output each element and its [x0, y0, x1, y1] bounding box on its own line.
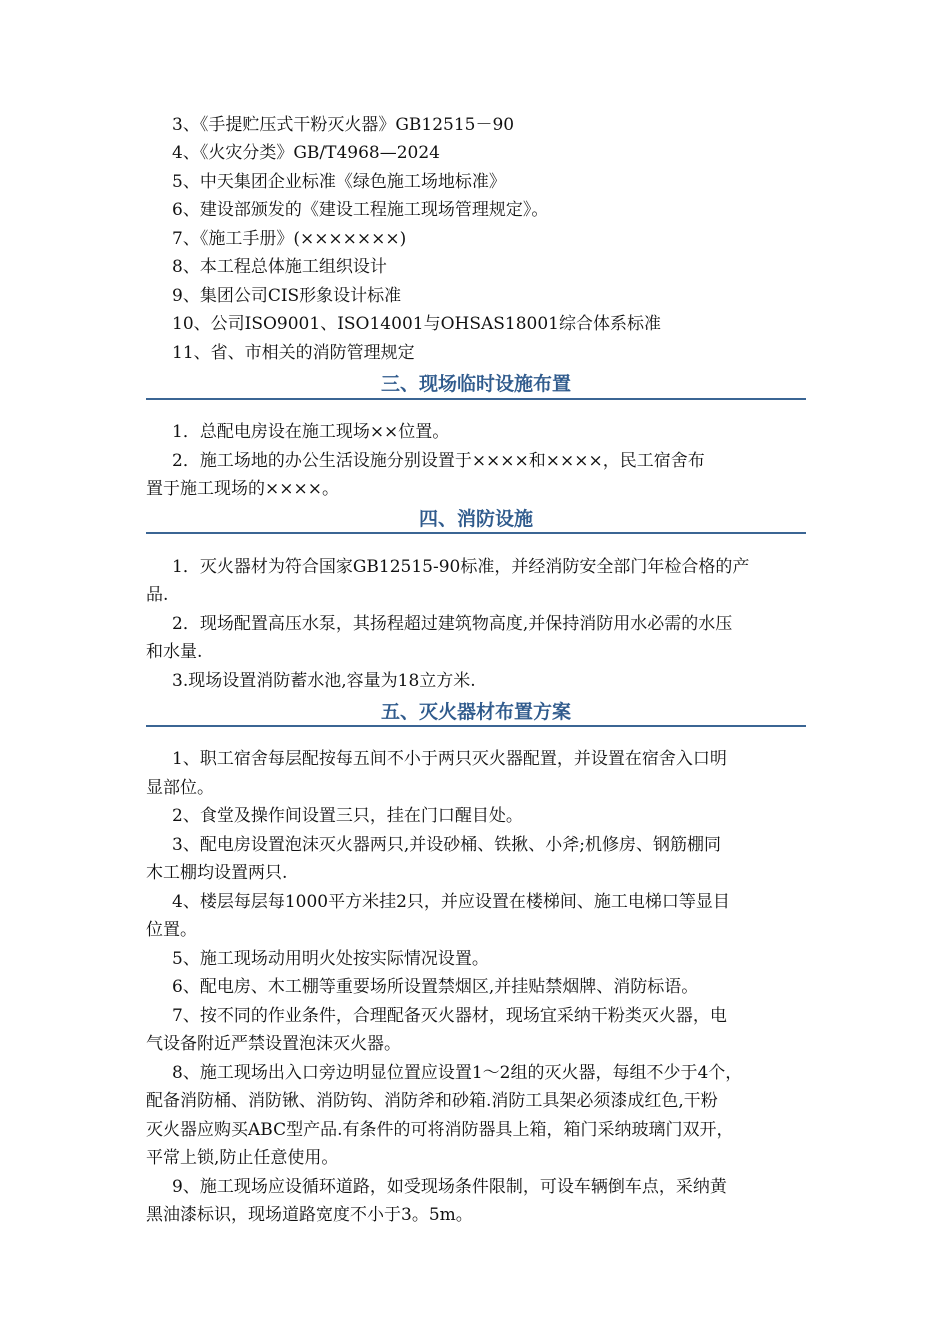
heading-rule	[146, 532, 806, 534]
paragraph-line: 1．总配电房设在施工现场××位置。	[172, 422, 450, 442]
paragraph-line: 位置。	[146, 920, 197, 940]
paragraph-line: 7、按不同的作业条件，合理配备灭火器材，现场宜采纳干粉类灭火器，电	[172, 1006, 727, 1026]
paragraph-line: 9、施工现场应设循环道路，如受现场条件限制，可设车辆倒车点，采纳黄	[172, 1177, 727, 1197]
section-heading: 三、现场临时设施布置	[380, 373, 571, 395]
heading-rule	[146, 725, 806, 727]
reference-item: 9、集团公司CIS形象设计标准	[172, 286, 402, 306]
paragraph-line: 5、施工现场动用明火处按实际情况设置。	[172, 949, 489, 969]
reference-item: 10、公司ISO9001、ISO14001与OHSAS18001综合体系标准	[172, 314, 661, 334]
paragraph-line: 3.现场设置消防蓄水池,容量为18立方米.	[172, 671, 476, 691]
paragraph-line: 灭火器应购买ABC型产品.有条件的可将消防器具上箱，箱门采纳玻璃门双开，	[146, 1120, 734, 1140]
paragraph-line: 显部位。	[146, 778, 214, 798]
paragraph-line: 4、楼层每层每1000平方米挂2只，并应设置在楼梯间、施工电梯口等显目	[172, 892, 730, 912]
paragraph-line: 8、施工现场出入口旁边明显位置应设置1～2组的灭火器，每组不少于4个，	[172, 1063, 743, 1083]
paragraph-line: 置于施工现场的××××。	[146, 479, 339, 499]
paragraph-line: 1、职工宿舍每层配按每五间不小于两只灭火器配置，并设置在宿舍入口明	[172, 749, 727, 769]
heading-rule	[146, 398, 806, 400]
reference-item: 6、建设部颁发的《建设工程施工现场管理规定》。	[172, 200, 549, 220]
paragraph-line: 3、配电房设置泡沫灭火器两只,并设砂桶、铁揪、小斧;机修房、钢筋棚同	[172, 835, 721, 855]
section-heading: 五、灭火器材布置方案	[380, 701, 571, 723]
paragraph-line: 6、配电房、木工棚等重要场所设置禁烟区,并挂贴禁烟牌、消防标语。	[172, 977, 699, 997]
paragraph-line: 木工棚均设置两只.	[146, 863, 288, 883]
section-heading: 四、消防设施	[418, 508, 533, 530]
paragraph-line: 气设备附近严禁设置泡沫灭火器。	[146, 1034, 401, 1054]
paragraph-line: 1．灭火器材为符合国家GB12515-90标准，并经消防安全部门年检合格的产	[172, 557, 750, 577]
paragraph-line: 和水量.	[146, 642, 203, 662]
paragraph-line: 2、食堂及操作间设置三只，挂在门口醒目处。	[172, 806, 523, 826]
reference-item: 7、《施工手册》(×××××××)	[172, 229, 407, 249]
paragraph-line: 配备消防桶、消防锹、消防钩、消防斧和砂箱.消防工具架必须漆成红色,干粉	[146, 1091, 718, 1111]
paragraph-line: 平常上锁,防止任意使用。	[146, 1148, 339, 1168]
reference-item: 11、省、市相关的消防管理规定	[172, 343, 415, 363]
reference-item: 3、《手提贮压式干粉灭火器》GB12515－90	[172, 115, 515, 135]
paragraph-line: 黑油漆标识，现场道路宽度不小于3。5m。	[146, 1205, 473, 1225]
paragraph-line: 2．施工场地的办公生活设施分别设置于××××和××××，民工宿舍布	[172, 451, 705, 471]
paragraph-line: 品.	[146, 585, 169, 605]
reference-item: 4、《火灾分类》GB/T4968—2024	[172, 143, 440, 163]
reference-item: 5、中天集团企业标准《绿色施工场地标准》	[172, 172, 506, 192]
reference-item: 8、本工程总体施工组织设计	[172, 257, 387, 277]
paragraph-line: 2．现场配置高压水泵，其扬程超过建筑物高度,并保持消防用水必需的水压	[172, 614, 733, 634]
